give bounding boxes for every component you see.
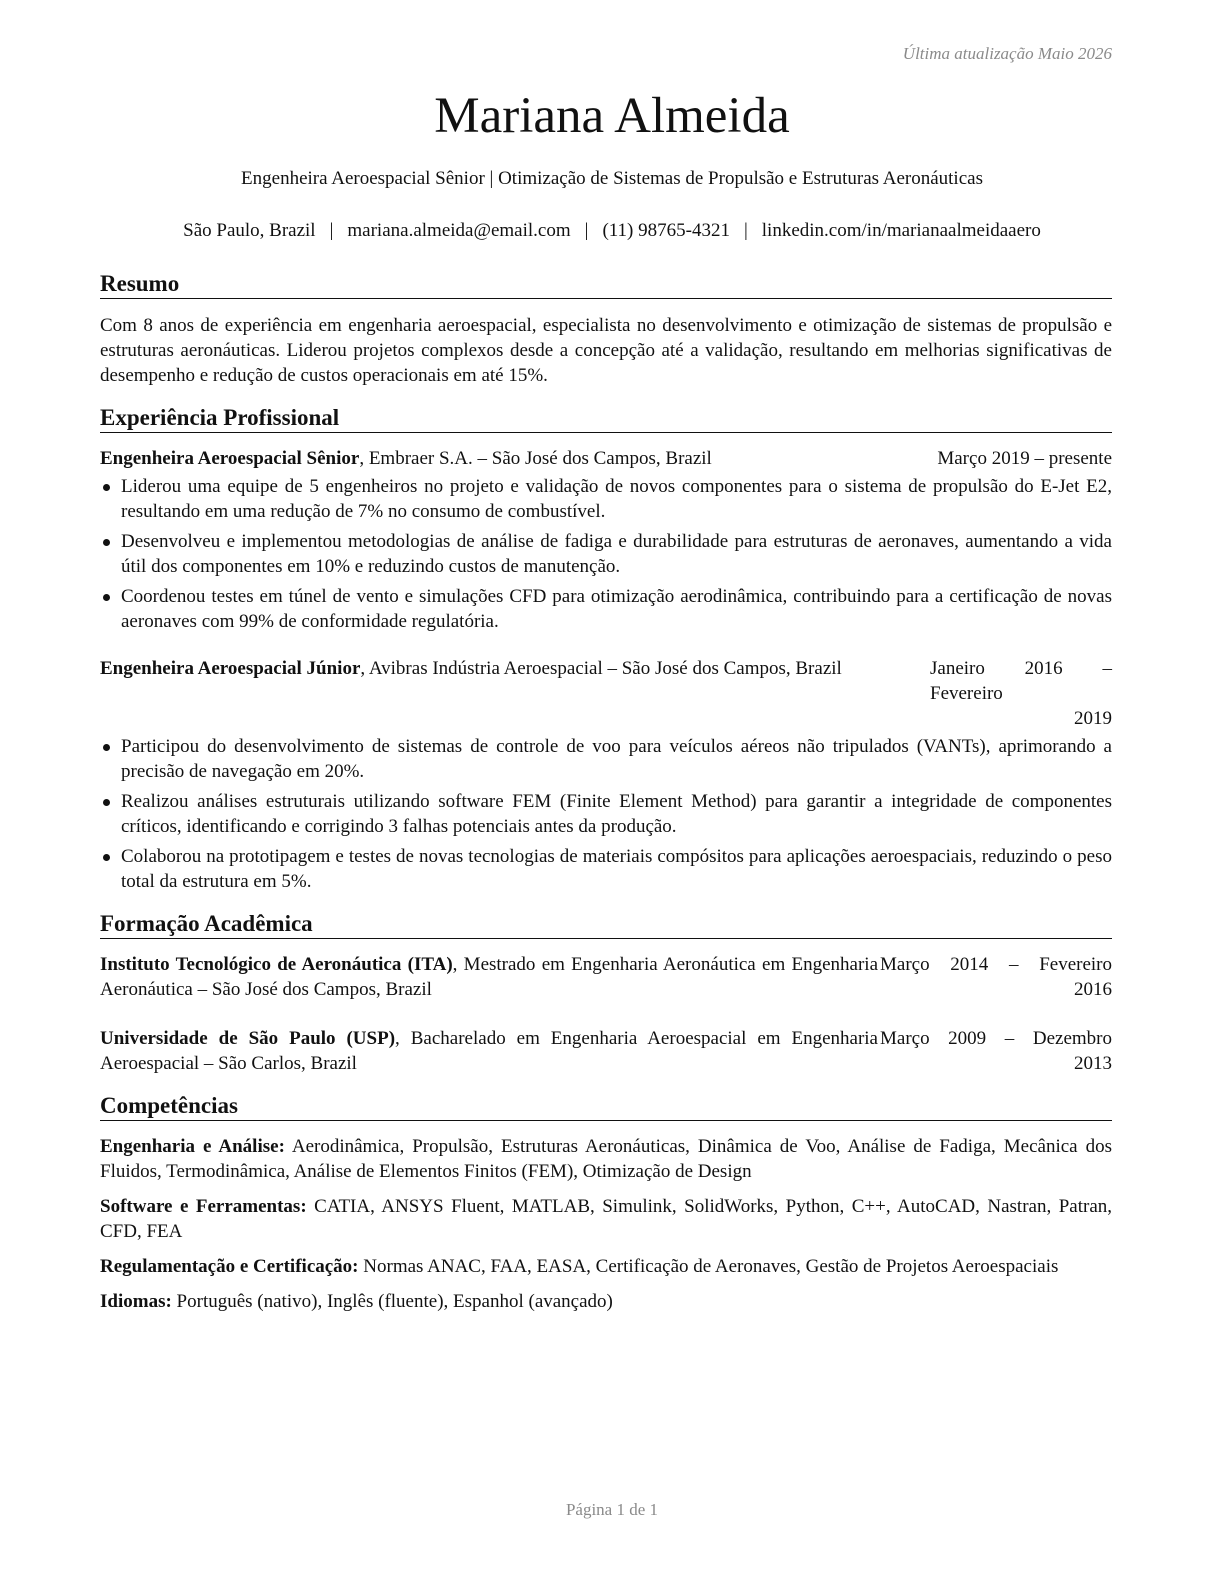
- education-dates-line2: 2013: [1074, 1053, 1112, 1074]
- job-bullet: Realizou análises estruturais utilizando software FEM (Finite Element Method) para garantir a integridade de componentes críticos, identificando e corrigindo 3 falhas potenciais antes da produção.: [100, 789, 1112, 839]
- skill-value: Português (nativo), Inglês (fluente), Espanhol (avançado): [171, 1291, 613, 1312]
- section-title-summary: Resumo: [100, 270, 1112, 299]
- contact-location: São Paulo, Brazil: [183, 220, 316, 241]
- skill-value: CATIA, ANSYS Fluent, MATLAB, Simulink, SolidWorks, Python, C++, AutoCAD, Nastran, Patran, CFD, FEA: [100, 1196, 1112, 1242]
- job-entry: [100, 446, 1112, 634]
- job-company: , Embraer S.A. – São José dos Campos, Brazil: [359, 448, 712, 469]
- education-entry: [100, 1026, 1112, 1076]
- contact-email[interactable]: mariana.almeida@email.com: [347, 220, 571, 241]
- skills-section: [100, 1092, 1112, 1314]
- skill-value: Normas ANAC, FAA, EASA, Certificação de Aeronaves, Gestão de Projetos Aeroespaciais: [358, 1256, 1059, 1277]
- skill-group: [100, 1289, 1112, 1314]
- education-row: [100, 952, 1112, 1002]
- job-bullet: Participou do desenvolvimento de sistemas de controle de voo para veículos aéreos não tripulados (VANTs), aprimorando a precisão de navegação em 20%.: [100, 734, 1112, 784]
- skill-group: [100, 1194, 1112, 1244]
- job-dates-line1: Janeiro 2016 – Fevereiro: [930, 658, 1112, 704]
- job-bullet: Liderou uma equipe de 5 engenheiros no projeto e validação de novos componentes para o sistema de propulsão do E-Jet E2, resultando em uma redução de 7% no consumo de combustível.: [100, 474, 1112, 524]
- contact-linkedin[interactable]: linkedin.com/in/marianaalmeidaaero: [761, 220, 1041, 241]
- job-header: [100, 446, 1112, 471]
- job-header: [100, 656, 1112, 731]
- education-dates-line2: 2016: [1074, 979, 1112, 1000]
- job-bullet: Coordenou testes em túnel de vento e simulações CFD para otimização aerodinâmica, contribuindo para a certificação de novas aeronaves com 99% de conformidade regulatória.: [100, 584, 1112, 634]
- education-dates: [880, 1026, 1112, 1076]
- skill-value: Aerodinâmica, Propulsão, Estruturas Aeronáuticas, Dinâmica de Voo, Análise de Fadiga, Mecânica dos Fluidos, Termodinâmica, Análise de Elementos Finitos (FEM), Otimização de Design: [100, 1136, 1112, 1182]
- education-program: , Mestrado em Engenharia Aeronáutica em Engenharia Aeronáutica – São José dos Campos, Brazil: [100, 954, 878, 1000]
- skill-group: [100, 1134, 1112, 1184]
- skill-label: Regulamentação e Certificação:: [100, 1256, 359, 1277]
- summary-section: [100, 270, 1112, 388]
- last-updated: Última atualização Maio 2026: [902, 44, 1112, 63]
- experience-section: [100, 404, 1112, 894]
- contact-phone: (11) 98765-4321: [602, 220, 730, 241]
- summary-text: Com 8 anos de experiência em engenharia aeroespacial, especialista no desenvolvimento e otimização de sistemas de propulsão e estruturas aeronáuticas. Liderou projetos complexos desde a concepção até a validação, resultando em melhorias significativas de desempenho e redução de custos operacionais em até 15%.: [100, 315, 1112, 386]
- job-entry: [100, 656, 1112, 894]
- job-role: Engenheira Aeroespacial Sênior: [100, 448, 360, 469]
- page-number: Página 1 de 1: [565, 1500, 659, 1519]
- job-bullets: [100, 734, 1112, 894]
- contact-line: [0, 220, 1224, 242]
- contact-separator: |: [584, 220, 589, 241]
- education-dates-line1: Março 2009 – Dezembro: [880, 1028, 1112, 1049]
- education-row: [100, 1026, 1112, 1076]
- job-title-line: [100, 446, 937, 471]
- education-detail: [100, 952, 878, 1002]
- candidate-name: Mariana Almeida: [434, 88, 790, 144]
- job-role: Engenheira Aeroespacial Júnior: [100, 658, 361, 679]
- job-bullet: Desenvolveu e implementou metodologias de análise de fadiga e durabilidade para estruturas de aeronaves, aumentando a vida útil dos componentes em 10% e reduzindo custos de manutenção.: [100, 529, 1112, 579]
- education-school: Universidade de São Paulo (USP): [100, 1028, 396, 1049]
- education-detail: [100, 1026, 878, 1076]
- skill-label: Idiomas:: [100, 1291, 172, 1312]
- education-entry: [100, 952, 1112, 1002]
- job-title-line: [100, 656, 930, 731]
- skill-label: Engenharia e Análise:: [100, 1136, 285, 1157]
- section-title-skills: Competências: [100, 1092, 1112, 1121]
- education-program: , Bacharelado em Engenharia Aeroespacial em Engenharia Aeroespacial – São Carlos, Brazil: [100, 1028, 878, 1074]
- contact-separator: |: [329, 220, 334, 241]
- skill-label: Software e Ferramentas:: [100, 1196, 307, 1217]
- job-company: , Avibras Indústria Aeroespacial – São José dos Campos, Brazil: [360, 658, 842, 679]
- job-dates-line2: 2019: [1074, 708, 1112, 729]
- job-bullets: [100, 474, 1112, 634]
- job-bullet: Colaborou na prototipagem e testes de novas tecnologias de materiais compósitos para aplicações aeroespaciais, reduzindo o peso total da estrutura em 5%.: [100, 844, 1112, 894]
- resume-content: [100, 270, 1112, 1314]
- education-dates: [880, 952, 1112, 1002]
- section-title-experience: Experiência Profissional: [100, 404, 1112, 433]
- education-school: Instituto Tecnológico de Aeronáutica (ITA): [100, 954, 453, 975]
- headline: Engenheira Aeroespacial Sênior | Otimização de Sistemas de Propulsão e Estruturas Aeronáuticas: [241, 168, 983, 189]
- education-dates-line1: Março 2014 – Fevereiro: [880, 954, 1112, 975]
- section-title-education: Formação Acadêmica: [100, 910, 1112, 939]
- job-dates: [930, 656, 1112, 731]
- education-section: [100, 910, 1112, 1076]
- job-dates: Março 2019 – presente: [937, 448, 1112, 469]
- skill-group: [100, 1254, 1112, 1279]
- contact-separator: |: [743, 220, 748, 241]
